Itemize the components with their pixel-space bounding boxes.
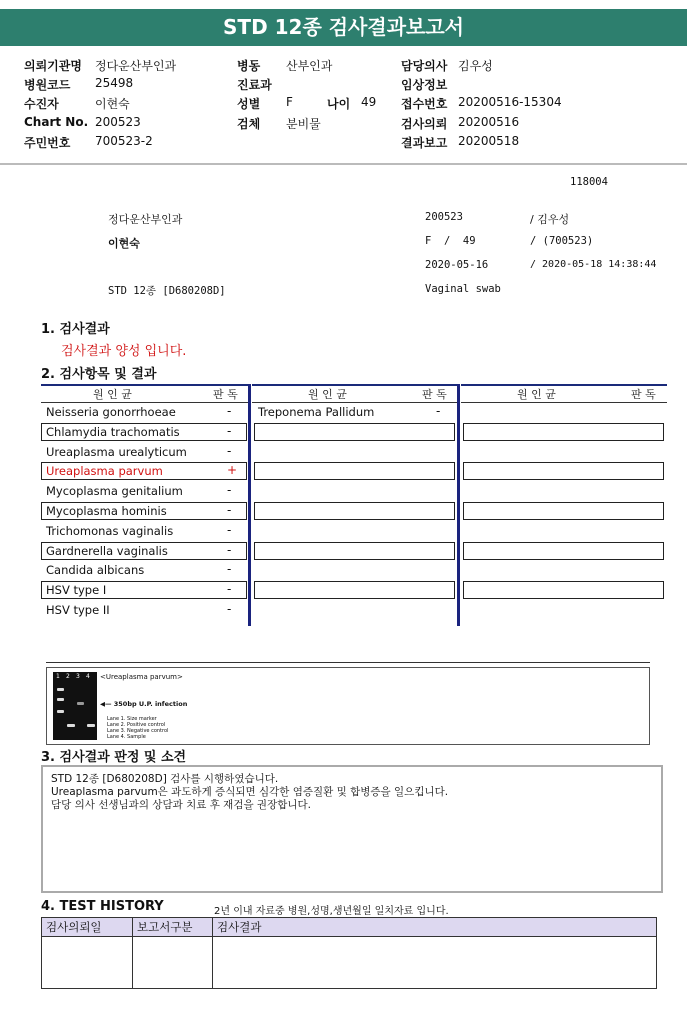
gel-marker-label: ◀— 350bp U.P. infection [100,700,188,708]
header-label: 검체 [237,117,261,131]
sheet-specimen: Vaginal swab [425,283,501,295]
pathogen-result: - [227,404,232,418]
section4-title: 4. TEST HISTORY [41,899,164,914]
section1-result: 검사결과 양성 입니다. [61,344,187,359]
pathogen-result: - [227,483,232,498]
pathogen-result: - [227,503,232,517]
header-label: Chart No. [24,115,89,129]
history-col-date: 검사의뢰일 [42,918,133,937]
grid-col-result-3: 판 독 [631,388,656,401]
header-label: 검사의뢰 [401,117,448,131]
grid-header-3 [461,384,667,403]
sheet-doctor: / 김우성 [530,213,570,226]
row-box [254,423,455,441]
header-label: 성별 [237,97,261,111]
header-label: 결과보고 [401,136,448,150]
opinion-line: 담당 의사 선생님과의 상담과 치료 후 재검을 권장합니다. [51,799,311,811]
header-value: 김우성 [458,59,493,73]
header-label: 수진자 [24,97,59,111]
gel-lane-label: 4 [86,673,90,680]
sheet-patient: 이현숙 [108,237,140,250]
header-value: 정다운산부인과 [95,59,177,73]
pathogen-name: Neisseria gonorrhoeae [46,405,176,419]
pathogen-name: Candida albicans [46,563,145,578]
history-cell [213,937,657,989]
gel-legend-item: Lane 2. Positive control [107,722,166,728]
gel-band [57,688,64,691]
opinion-line: Ureaplasma parvum은 과도하게 증식되면 심각한 염증질환 및 합병증을 일으킵니다. [51,786,449,798]
pathogen-name: Mycoplasma genitalium [46,484,183,499]
header-label: 의뢰기관명 [24,59,82,73]
header-value: 700523-2 [95,134,153,148]
header-value: 산부인과 [286,59,333,73]
pathogen-result: + [227,463,238,478]
history-col-result: 검사결과 [213,918,657,937]
grid-col-result-1: 판 독 [213,388,238,401]
grid-col-divider-2 [457,384,460,626]
header-value: 25498 [95,76,134,90]
header-value: 200523 [95,115,141,129]
gel-legend-item: Lane 3. Negative control [107,728,169,734]
header-value: 분비물 [286,117,321,131]
header-label: 담당의사 [401,59,448,73]
header-label: 임상정보 [401,78,448,92]
grid-header-2 [252,384,458,403]
sheet-hospital: 정다운산부인과 [108,213,183,226]
gel-band [67,724,75,727]
gel-lane-label: 1 [56,673,60,680]
header-label: 병동 [237,59,261,73]
pathogen-name: HSV type II [46,603,110,617]
pathogen-result: - [227,522,232,537]
row-box [463,462,664,480]
pathogen-name: Mycoplasma hominis [46,504,167,518]
gel-lane-label: 3 [76,673,80,680]
row-box [463,502,664,520]
gel-legend-item: Lane 1. Size marker [107,716,157,722]
grid-col-result-2: 판 독 [422,388,447,401]
age-value: 49 [361,95,377,109]
pathogen-result: - [227,562,232,577]
history-table [41,917,657,989]
sheet-date-reported: / 2020-05-18 14:38:44 [530,259,657,270]
sheet-date-received: 2020-05-16 [425,259,489,271]
grid-col-pathogen-1: 원 인 균 [93,388,132,401]
row-box [463,423,664,441]
gel-title: <Ureaplasma parvum> [100,673,183,681]
pathogen-result: - [227,443,232,458]
pathogen-result: - [227,602,232,616]
gel-top-rule [46,662,650,663]
header-value: 20200516-15304 [458,95,562,109]
section2-title: 2. 검사항목 및 결과 [41,367,157,382]
row-box [254,581,455,599]
gel-band [57,710,64,713]
gel-lane-label: 2 [66,673,70,680]
row-box [254,462,455,480]
pathogen-name: HSV type I [46,583,107,598]
pathogen-name: Gardnerella vaginalis [46,543,168,558]
history-col-type: 보고서구분 [133,918,213,937]
sheet-code: 118004 [570,176,608,188]
grid-col-divider-1 [248,384,251,626]
sheet-test-name: STD 12종 [D680208D] [108,285,226,297]
gel-image [53,672,97,740]
sheet-jumin: / (700523) [530,235,594,247]
report-title: STD 12종 검사결과보고서 [0,9,687,46]
header-label: 주민번호 [24,136,71,150]
header-label: 병원코드 [24,78,71,92]
header-value: 이현숙 [95,97,130,111]
gel-legend-item: Lane 4. Sample [107,734,146,740]
grid-col-pathogen-3: 원 인 균 [517,388,556,401]
header-value: 20200516 [458,115,520,129]
opinion-box [41,765,663,893]
header-value: F [286,95,293,109]
grid-col-pathogen-2: 원 인 균 [308,388,347,401]
sheet-sex-age: F / 49 [425,235,476,247]
header-value: 20200518 [458,134,520,148]
pathogen-result: - [227,582,232,597]
header-divider [0,163,687,165]
section4-note: 2년 이내 자료중 병원,성명,생년월일 일치자료 입니다. [214,906,449,917]
history-cell [42,937,133,989]
header-label: 진료과 [237,78,272,92]
row-box [254,502,455,520]
pathogen-result: - [227,542,232,557]
pathogen-name: Trichomonas vaginalis [46,523,174,538]
grid-header-1 [41,384,249,403]
opinion-line: STD 12종 [D680208D] 검사를 시행하였습니다. [51,773,279,785]
gel-band [57,698,64,701]
row-box [463,581,664,599]
history-cell [133,937,213,989]
header-label: 접수번호 [401,97,448,111]
pathogen-result: - [436,404,441,418]
pathogen-name: Ureaplasma parvum [46,464,163,479]
pathogen-name: Treponema Pallidum [258,405,375,419]
section3-title: 3. 검사결과 판정 및 소견 [41,750,187,765]
gel-legend [107,716,168,740]
gel-band [87,724,95,727]
pathogen-result: - [227,423,232,438]
age-label: 나이 [327,97,351,111]
row-box [254,542,455,560]
sheet-chart: 200523 [425,211,463,223]
pathogen-name: Chlamydia trachomatis [46,424,180,439]
gel-band [77,702,84,705]
row-box [463,542,664,560]
history-row [42,937,657,989]
pathogen-name: Ureaplasma urealyticum [46,444,187,459]
section1-title: 1. 검사결과 [41,322,110,337]
